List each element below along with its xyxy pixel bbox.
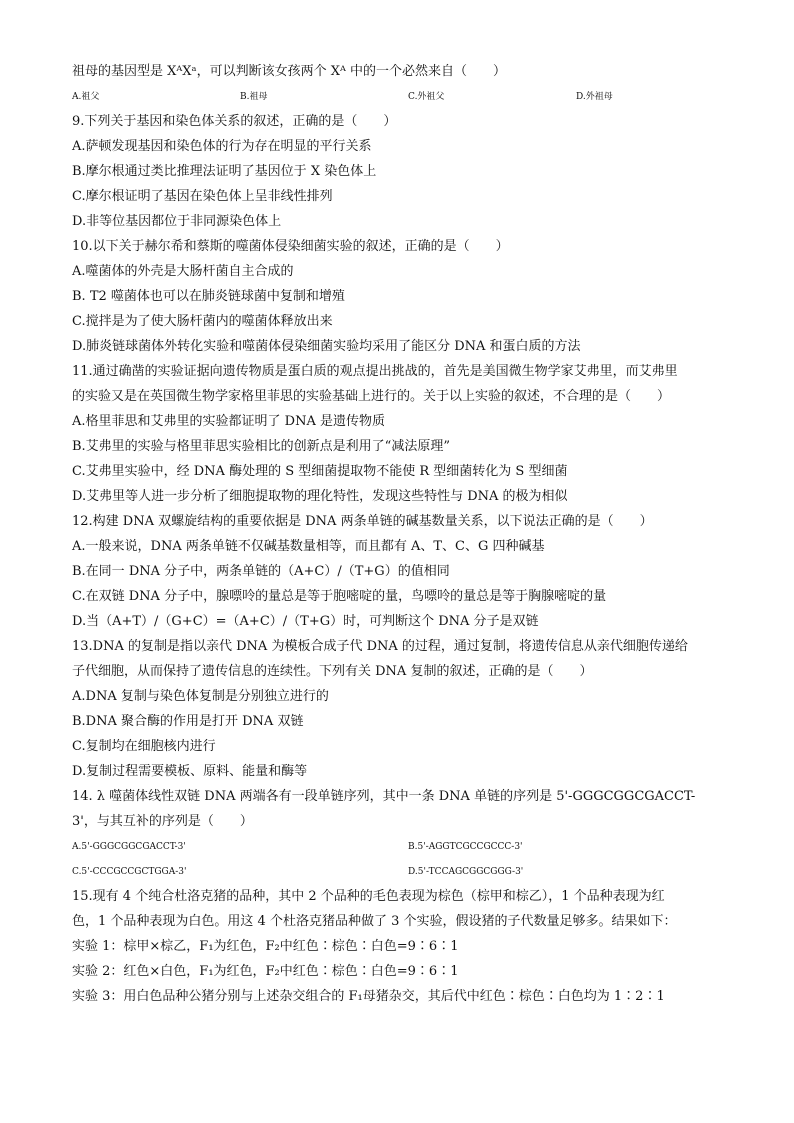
question-13-option-a: A.DNA 复制与染色体复制是分别独立进行的 <box>72 689 329 704</box>
question-12-option-d: D.当（A+T）/（G+C）=（A+C）/（T+G）时，可判断这个 DNA 分子是双链 <box>72 614 539 629</box>
question-15-stem-line-1: 15.现有 4 个纯合杜洛克猪的品种，其中 2 个品种的毛色表现为棕色（棕甲和棕乙），1 个品种表现为红 <box>72 889 665 904</box>
question-9-option-a: A.萨顿发现基因和染色体的行为存在明显的平行关系 <box>72 139 372 154</box>
question-8-stem: 祖母的基因型是 XᴬXᵃ，可以判断该女孩两个 Xᴬ 中的一个必然来自（ ） <box>72 64 506 79</box>
question-15-stem-line-2: 色，1 个品种表现为白色。用这 4 个杜洛克猪品种做了 3 个实验，假设猪的子代数量足够多。结果如下： <box>72 914 677 929</box>
option-c: C.外祖父 <box>408 92 445 102</box>
option-d: D.5'-TCCAGCGGCGGG-3' <box>408 867 524 877</box>
question-14-options-row-1 <box>72 836 724 858</box>
question-10-option-c: C.搅拌是为了使大肠杆菌内的噬菌体释放出来 <box>72 314 333 329</box>
question-11-stem-line-2: 的实验又是在英国微生物学家格里菲思的实验基础上进行的。关于以上实验的叙述，不合理的是（ ） <box>72 389 671 404</box>
question-11-option-a: A.格里菲思和艾弗里的实验都证明了 DNA 是遗传物质 <box>72 414 385 429</box>
question-14-stem-line-1: 14. λ 噬菌体线性双链 DNA 两端各有一段单链序列，其中一条 DNA 单链的序列是 5'-GGGCGGCGACCT- <box>72 789 696 804</box>
question-11-option-c: C.艾弗里实验中，经 DNA 酶处理的 S 型细菌提取物不能使 R 型细菌转化为 S 型细菌 <box>72 464 568 479</box>
question-10-option-b: B. T2 噬菌体也可以在肺炎链球菌中复制和增殖 <box>72 289 345 304</box>
question-13-option-b: B.DNA 聚合酶的作用是打开 DNA 双链 <box>72 714 304 729</box>
option-a: A.5'-GGGCGGCGACCT-3' <box>72 842 186 852</box>
question-12-option-c: C.在双链 DNA 分子中，腺嘌呤的量总是等于胞嘧啶的量，鸟嘌呤的量总是等于胸腺嘧啶的量 <box>72 589 607 604</box>
question-14-stem-line-2: 3'，与其互补的序列是（ ） <box>72 814 253 829</box>
question-11-option-b: B.艾弗里的实验与格里菲思实验相比的创新点是利用了“减法原理” <box>72 439 450 454</box>
question-14-options-row-2 <box>72 861 724 883</box>
question-11-stem-line-1: 11.通过确凿的实验证据向遗传物质是蛋白质的观点提出挑战的，首先是美国微生物学家艾弗里，而艾弗里 <box>72 364 678 379</box>
question-8-options <box>72 86 724 108</box>
question-13-stem-line-2: 子代细胞，从而保持了遗传信息的连续性。下列有关 DNA 复制的叙述，正确的是（ ） <box>72 664 593 679</box>
question-10-stem: 10.以下关于赫尔希和蔡斯的噬菌体侵染细菌实验的叙述，正确的是（ ） <box>72 239 509 254</box>
question-13-stem-line-1: 13.DNA 的复制是指以亲代 DNA 为模板合成子代 DNA 的过程，通过复制，将遗传信息从亲代细胞传递给 <box>72 639 688 654</box>
option-a: A.祖父 <box>72 92 100 102</box>
question-9-option-d: D.非等位基因都位于非同源染色体上 <box>72 214 282 229</box>
question-10-option-d: D.肺炎链球菌体外转化实验和噬菌体侵染细菌实验均采用了能区分 DNA 和蛋白质的方法 <box>72 339 581 354</box>
question-12-option-a: A.一般来说，DNA 两条单链不仅碱基数量相等，而且都有 A、T、C、G 四种碱基 <box>72 539 545 554</box>
experiment-1: 实验 1：棕甲×棕乙，F₁为红色，F₂中红色∶棕色∶白色=9∶6∶1 <box>72 939 459 954</box>
option-b: B.祖母 <box>240 92 268 102</box>
option-b: B.5'-AGGTCGCCGCCC-3' <box>408 842 523 852</box>
question-12-option-b: B.在同一 DNA 分子中，两条单链的（A+C）/（T+G）的值相同 <box>72 564 450 579</box>
question-9-option-c: C.摩尔根证明了基因在染色体上呈非线性排列 <box>72 189 333 204</box>
option-d: D.外祖母 <box>576 92 613 102</box>
question-12-stem: 12.构建 DNA 双螺旋结构的重要依据是 DNA 两条单链的碱基数量关系，以下说法正确的是（ ） <box>72 514 653 529</box>
question-11-option-d: D.艾弗里等人进一步分析了细胞提取物的理化特性，发现这些特性与 DNA 的极为相似 <box>72 489 568 504</box>
question-9-stem: 9.下列关于基因和染色体关系的叙述，正确的是（ ） <box>72 114 397 129</box>
question-9-option-b: B.摩尔根通过类比推理法证明了基因位于 X 染色体上 <box>72 164 377 179</box>
experiment-3: 实验 3：用白色品种公猪分别与上述杂交组合的 F₁母猪杂交，其后代中红色∶棕色∶白色均为 1∶2∶1 <box>72 989 665 1004</box>
option-c: C.5'-CCCGCCGCTGGA-3' <box>72 867 187 877</box>
question-10-option-a: A.噬菌体的外壳是大肠杆菌自主合成的 <box>72 264 294 279</box>
question-13-option-c: C.复制均在细胞核内进行 <box>72 739 216 754</box>
question-13-option-d: D.复制过程需要模板、原料、能量和酶等 <box>72 764 308 779</box>
experiment-2: 实验 2：红色×白色，F₁为红色，F₂中红色∶棕色∶白色=9∶6∶1 <box>72 964 459 979</box>
